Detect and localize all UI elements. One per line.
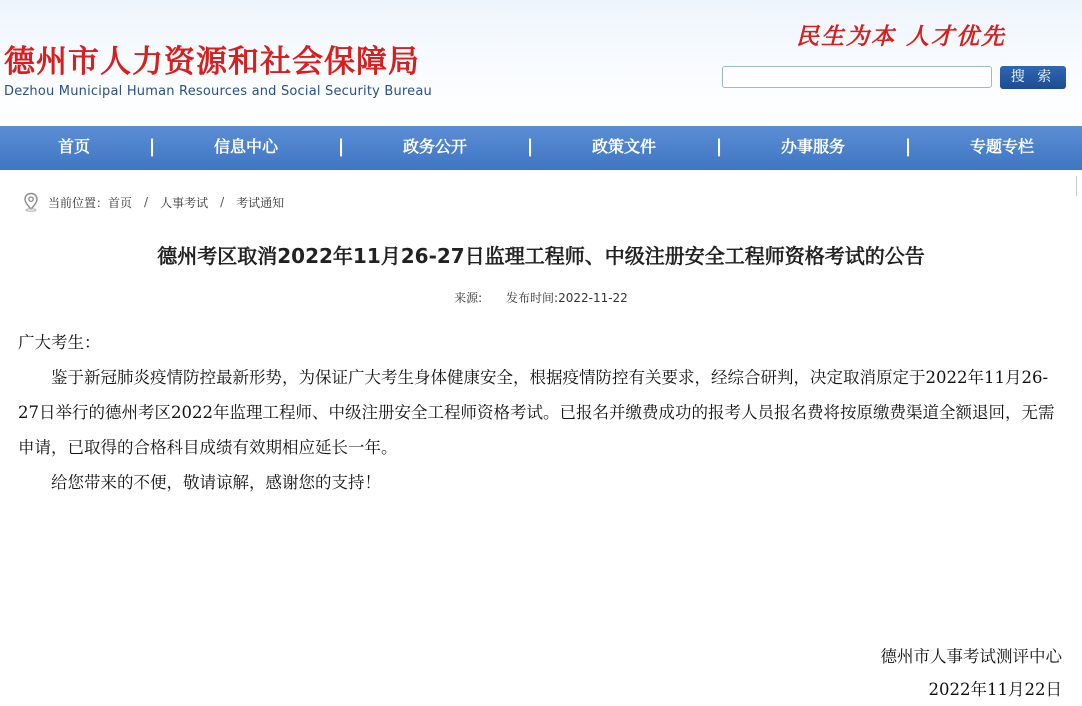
search-button[interactable]: 搜 索 (1000, 66, 1066, 89)
search-input[interactable] (722, 66, 992, 88)
breadcrumb-item-home[interactable]: 首页 (108, 195, 133, 210)
article-body (18, 325, 1066, 500)
nav-item-home[interactable]: 首页 (57, 137, 90, 156)
site-title[interactable]: 德州市人力资源和社会保障局 (4, 44, 420, 80)
breadcrumb-item-personnel-exam[interactable]: 人事考试 (160, 195, 209, 210)
nav-item-special-topics[interactable]: 专题专栏 (969, 137, 1034, 156)
nav-separator: | (715, 136, 723, 157)
article-date: 发布时间:2022-11-22 (506, 291, 628, 305)
location-pin-icon (22, 192, 40, 212)
breadcrumb (22, 192, 284, 212)
nav-separator: | (337, 136, 345, 157)
nav-separator: | (526, 136, 534, 157)
main-nav (0, 126, 1082, 170)
site-subtitle: Dezhou Municipal Human Resources and Social Security Bureau (4, 84, 432, 99)
article-title: 德州考区取消2022年11月26-27日监理工程师、中级注册安全工程师资格考试的公告 (157, 244, 925, 268)
breadcrumb-prefix: 当前位置： (48, 195, 109, 210)
article-signature: 德州市人事考试测评中心 (880, 647, 1062, 666)
divider (1076, 176, 1077, 196)
nav-item-government-affairs[interactable]: 政务公开 (402, 137, 467, 156)
article-paragraph: 鉴于新冠肺炎疫情防控最新形势，为保证广大考生身体健康安全，根据疫情防控有关要求，经综合研判，决定取消原定于2022年11月26-27日举行的德州考区2022年监理工程师、中级注册安全工程师资格考试。已报名并缴费成功的报考人员报名费将按原缴费渠道全额退回，无需申请，已取得的合格科目成绩有效期相应延长一年。 (18, 368, 1055, 457)
nav-separator: | (904, 136, 912, 157)
article-greeting: 广大考生： (18, 333, 101, 352)
slogan: 民生为本 人才优先 (796, 23, 1007, 50)
article-signature-block (881, 640, 1063, 706)
breadcrumb-separator: / (220, 195, 225, 209)
article-source: 来源: (454, 291, 483, 305)
breadcrumb-separator: / (144, 195, 149, 209)
nav-separator: | (148, 136, 156, 157)
article-paragraph: 给您带来的不便，敬请谅解，感谢您的支持！ (51, 473, 381, 492)
nav-item-policy-documents[interactable]: 政策文件 (591, 137, 656, 156)
site-header (0, 0, 1082, 126)
breadcrumb-item-exam-notice[interactable]: 考试通知 (236, 195, 285, 210)
article-sign-date: 2022年11月22日 (928, 680, 1062, 699)
nav-item-services[interactable]: 办事服务 (780, 137, 845, 156)
article-meta (0, 289, 1082, 306)
nav-item-info-center[interactable]: 信息中心 (213, 137, 278, 156)
